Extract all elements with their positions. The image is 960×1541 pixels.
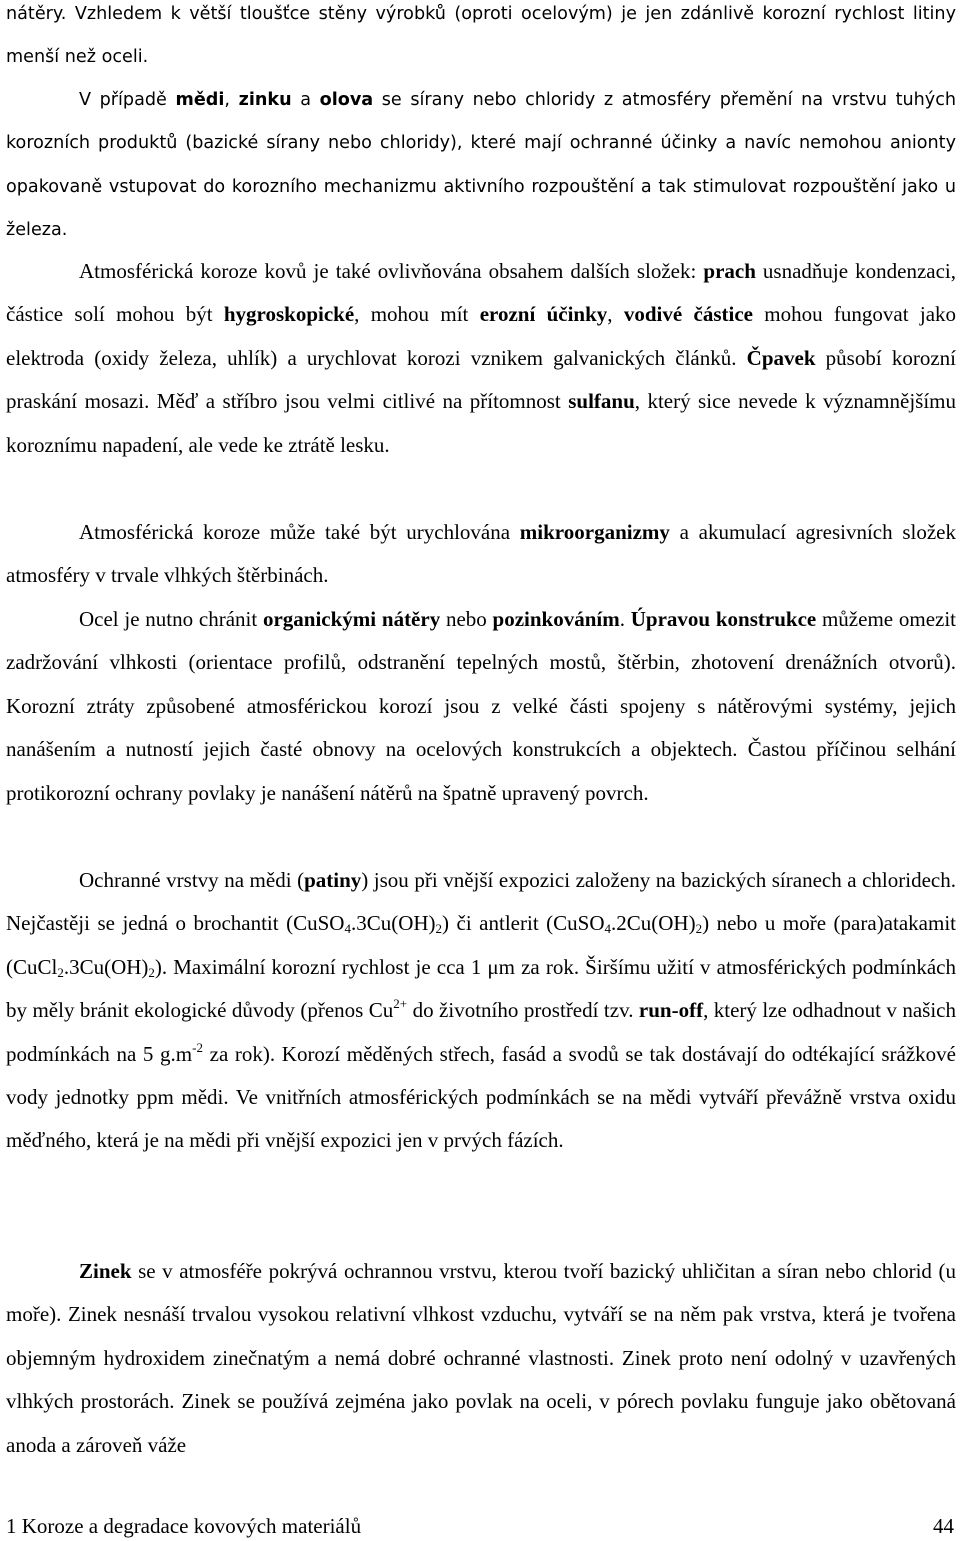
text-run: ) nebo u moře (para)atakamit (CuCl [6,911,956,979]
paragraph-cast-iron [6,0,956,80]
text-run: působí korozní praskání mosazi. Měď a stříbro jsou velmi citlivé na přítomnost [6,345,956,414]
text-run: nátěry. Vzhledem k větší tloušťce stěny výrobků (oproti ocelovým) je jen zdánlivě korozní rychlost litiny menší než oceli. [6,4,956,68]
paragraph-copper-zinc-lead [6,79,956,253]
bold-term: mikroorganizmy [519,520,670,544]
text-run: .3Cu(OH) [350,911,436,936]
superscript: -2 [192,1039,203,1055]
text-run: , mohou mít [354,302,480,327]
text-run: se sírany nebo chloridy z atmosféry přemění na vrstvu tuhých korozních produktů (bazické sírany nebo chloridy), které mají ochranné účinky a navíc nemohou anionty opakovaně vstupovat do korozního mechanizmu aktivního rozpouštění a tak stimulovat rozpouštění jako u železa. [6,90,957,241]
text-run: , [224,90,239,110]
bold-term: vodivé částice [623,302,753,327]
subscript: 2 [148,964,155,980]
subscript: 4 [604,921,611,937]
text-run: usnadňuje kondenzaci, částice solí mohou být [6,259,956,327]
paragraph-steel-protection [6,598,956,815]
text-run: a [291,90,320,110]
text-run: můžeme omezit zadržování vlhkosti (orientace profilů, odstranění tepelných mostů, štěrbin, zhotovení drenážních otvorů). Korozní ztráty způsobené atmosférickou korozí jsou z velké části spojeny s nátěrovými systémy, jejich nanášením a nutností jejich časté obnovy na ocelových konstrukcích a objektech. Častou příčinou selhání protikorozní ochrany povlaky je nanášení nátěrů na špatně upravený povrch. [6,607,957,805]
text-run: ) či antlerit (CuSO [442,911,605,936]
paragraph-copper-patina [6,859,956,1163]
bold-term: patiny [304,868,362,892]
bold-term: Zinek [79,1259,132,1283]
text-run: se v atmosféře pokrývá ochrannou vrstvu, kterou tvoří bazický uhličitan a síran nebo chlorid (u moře). Zinek nesnáší trvalou vysokou relativní vlhkost vzduchu, vytváří se na něm pak vrstva, která je tvořena objemným hydroxidem zinečnatým a nemá dobré ochranné vlastnosti. Zinek proto není odolný v uzavřených vlhkých prostorách. Zinek se používá zejména jako povlak na oceli, v pórech povlaku funguje jako obětovaná anoda a zároveň váže [6,1259,956,1457]
bold-term: zinku [238,90,292,110]
bold-term: prach [703,259,756,283]
bold-term: erozní účinky [479,302,608,327]
text-run: a akumulací agresivních složek atmosféry v trvale vlhkých štěrbinách. [6,520,956,588]
paragraph-zinc [6,1250,956,1467]
text-run: , který lze odhadnout v našich podmínkách na 5 g.m [6,998,957,1066]
page-footer [6,1513,954,1539]
subscript: 2 [57,964,64,980]
paragraph-microorganisms [6,511,956,598]
superscript: 2+ [393,996,408,1012]
page-number: 44 [933,1514,954,1538]
bold-term: organickými nátěry [262,607,441,631]
text-run: Atmosférická koroze kovů je také ovlivňována obsahem dalších složek: [79,259,704,283]
text-run: .2Cu(OH) [611,911,696,936]
text-run: Atmosférická koroze může také být urychlována [79,520,520,544]
text-run: nebo [440,607,493,631]
bold-term: hygroskopické [223,302,355,327]
bold-term: Čpavek [746,345,816,370]
text-run: , který sice nevede k významnějšímu koroznímu napadení, ale vede ke ztrátě lesku. [6,389,956,457]
text-run: mohou fungovat jako elektroda (oxidy železa, uhlík) a urychlovat korozi vznikem galvanických článků. [6,302,957,370]
text-run: Ocel je nutno chránit [79,607,263,631]
text-run: .3Cu(OH) [63,954,149,979]
bold-term: olova [319,90,374,110]
subscript: 2 [435,921,443,937]
bold-term: Úpravou konstrukce [630,607,817,631]
text-run: . [619,607,631,631]
text-run: V případě [79,90,176,110]
bold-term: sulfanu [568,389,635,414]
text-run: ). Maximální korozní rychlost je cca 1 μm za rok. Širšímu užití v atmosférických podmínkách by měly bránit ekologické důvody (přenos Cu [6,954,956,1023]
subscript: 2 [695,921,703,937]
text-run: do životního prostředí tzv. [407,998,639,1023]
bold-term: pozinkováním [492,607,620,631]
bold-term: mědi [175,90,225,110]
text-run: Ochranné vrstvy na mědi ( [79,868,305,892]
bold-term: run-off [638,998,704,1023]
paragraph-atmospheric-factors [6,250,956,467]
chapter-title: 1 Koroze a degradace kovových materiálů [6,1514,362,1538]
text-run: za rok). Korozí měděných střech, fasád a svodů se tak dostávají do odtékající srážkové vody jednotky ppm mědi. Ve vnitřních atmosférických podmínkách se na mědi vytváří převážně vrstva oxidu měďného, která je na mědi při vnější expozici jen v prvých fázích. [6,1041,957,1153]
text-run: ) jsou při vnější expozici založeny na bazických síranech a chloridech. Nejčastěji se jedná o brochantit (CuSO [6,868,956,936]
text-run: , [607,302,624,327]
subscript: 4 [344,921,351,937]
